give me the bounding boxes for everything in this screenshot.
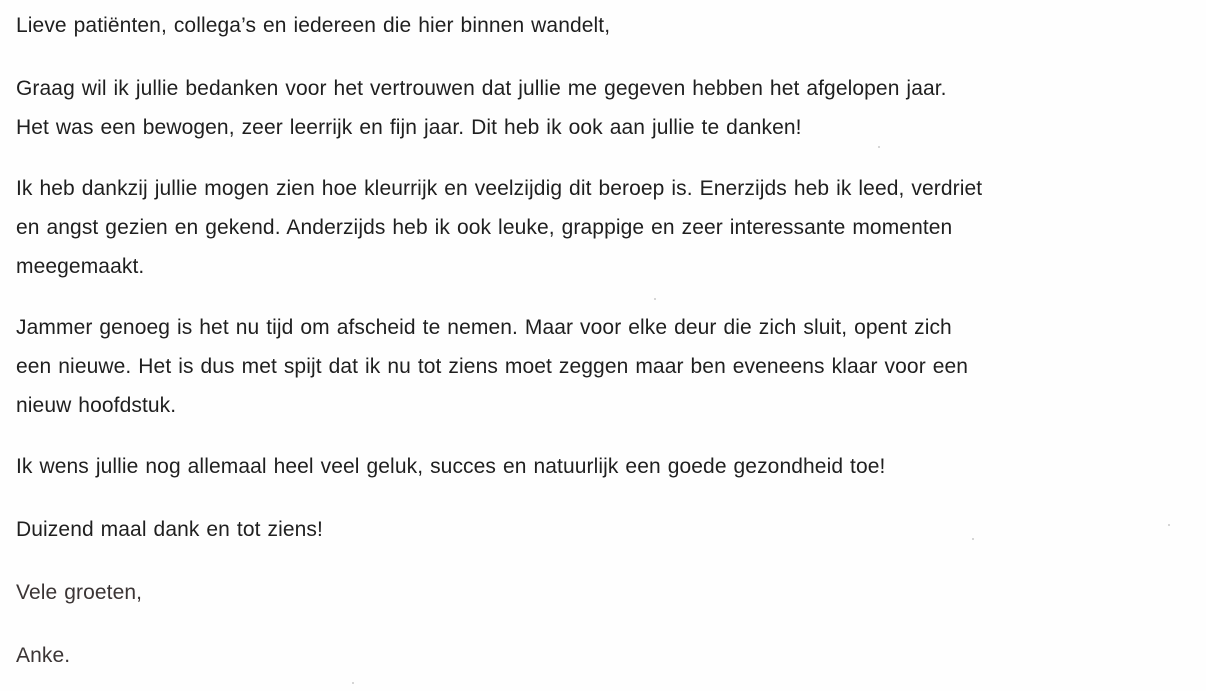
- paragraph-farewell: [16, 308, 1196, 425]
- signature: [16, 636, 1196, 675]
- closing-line: Vele groeten,: [16, 581, 143, 604]
- closing: [16, 573, 1196, 612]
- paragraph-line: Graag wil ik jullie bedanken voor het vertrouwen dat jullie me gegeven hebben het afgelopen jaar.: [16, 77, 947, 100]
- paragraph-profession: [16, 169, 1196, 286]
- paragraph-line: nieuw hoofdstuk.: [16, 394, 177, 417]
- signature-name: Anke.: [16, 644, 71, 667]
- scan-speck: [352, 682, 354, 684]
- scan-speck: [972, 538, 974, 540]
- paragraph-line: Jammer genoeg is het nu tijd om afscheid te nemen. Maar voor elke deur die zich sluit, opent zich: [16, 316, 952, 339]
- salutation: Lieve patiënten, collega’s en iedereen die hier binnen wandelt,: [16, 14, 611, 37]
- paragraph-line: Ik heb dankzij jullie mogen zien hoe kleurrijk en veelzijdig dit beroep is. Enerzijds heb ik leed, verdriet: [16, 177, 983, 200]
- scan-speck: [654, 298, 656, 300]
- paragraph-line: Het was een bewogen, zeer leerrijk en fijn jaar. Dit heb ik ook aan jullie te danken!: [16, 116, 802, 139]
- paragraph-thanks: [16, 69, 1196, 147]
- letter-body: [16, 6, 1196, 675]
- paragraph-wishes: [16, 447, 1196, 486]
- scan-speck: [1168, 524, 1170, 526]
- paragraph-thank-you: [16, 510, 1196, 549]
- paragraph-line: meegemaakt.: [16, 255, 145, 278]
- paragraph-line: Duizend maal dank en tot ziens!: [16, 518, 323, 541]
- scan-speck: [878, 146, 880, 148]
- paragraph-line: een nieuwe. Het is dus met spijt dat ik nu tot ziens moet zeggen maar ben eveneens klaar voor een: [16, 355, 969, 378]
- paragraph-line: Ik wens jullie nog allemaal heel veel geluk, succes en natuurlijk een goede gezondheid toe!: [16, 455, 886, 478]
- paragraph-line: en angst gezien en gekend. Anderzijds heb ik ook leuke, grappige en zeer interessante momenten: [16, 216, 953, 239]
